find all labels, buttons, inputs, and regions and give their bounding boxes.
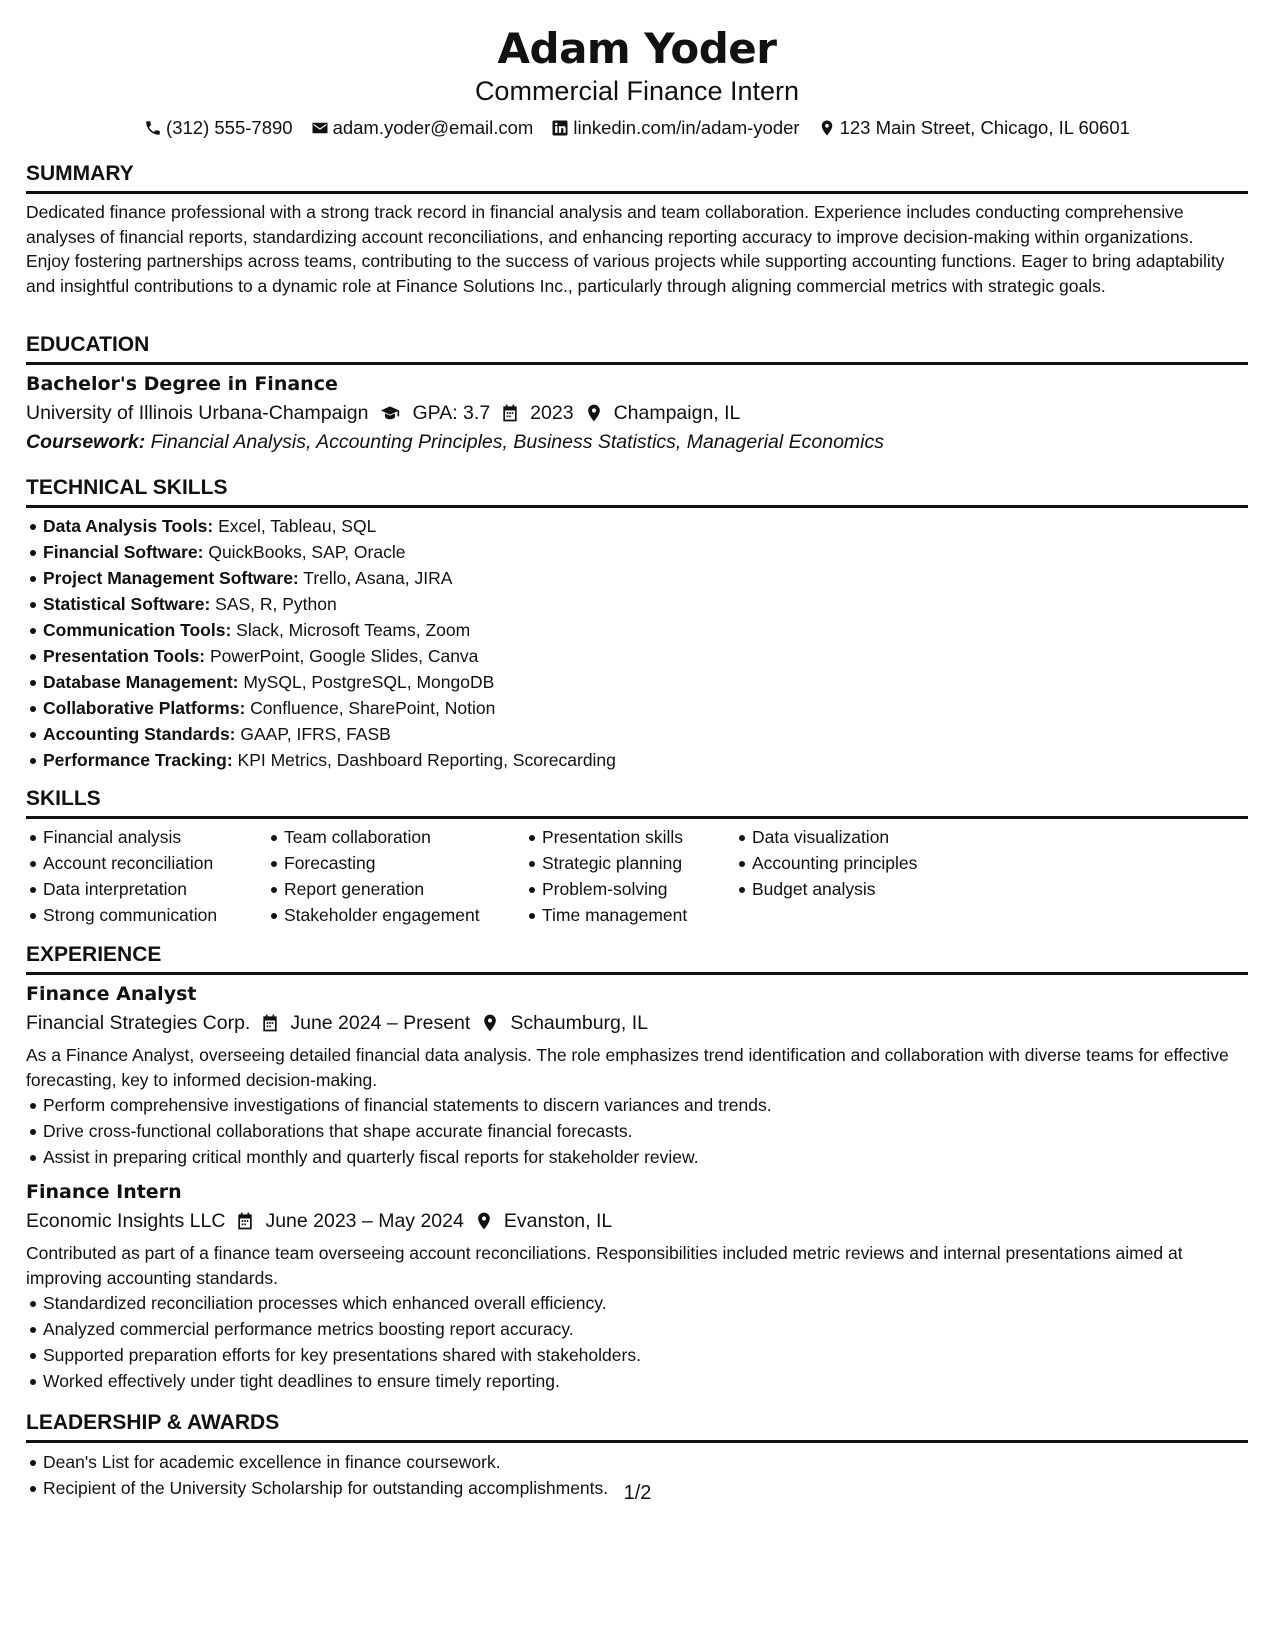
list-item: Forecasting — [284, 850, 525, 876]
technical-skills-list — [26, 513, 1248, 773]
skills-column — [26, 824, 267, 928]
job-location: Evanston, IL — [503, 1210, 613, 1232]
job-entry — [26, 1179, 1248, 1394]
candidate-name: Adam Yoder — [497, 24, 777, 73]
job-meta — [26, 1208, 1248, 1234]
company-name: Economic Insights LLC — [26, 1210, 226, 1232]
list-item: Presentation skills — [542, 824, 735, 850]
contact-phone — [144, 115, 293, 141]
technical-skills-heading: TECHNICAL SKILLS — [26, 475, 1248, 508]
list-item: Problem-solving — [542, 876, 735, 902]
phone-icon — [144, 119, 162, 137]
list-item: Perform comprehensive investigations of financial statements to discern variances and trends. — [43, 1092, 1248, 1118]
job-meta — [26, 1010, 1248, 1036]
list-item: Team collaboration — [284, 824, 525, 850]
linkedin-icon — [551, 119, 569, 137]
list-item: Standardized reconciliation processes which enhanced overall efficiency. — [43, 1290, 1248, 1316]
envelope-icon — [311, 119, 329, 137]
list-item: Account reconciliation — [43, 850, 267, 876]
skills-column — [525, 824, 735, 928]
school-name: University of Illinois Urbana-Champaign — [26, 402, 369, 424]
job-location: Schaumburg, IL — [510, 1012, 648, 1034]
education-meta — [26, 400, 1248, 426]
page-number: 1/2 — [623, 1482, 652, 1504]
experience-heading: EXPERIENCE — [26, 942, 1248, 975]
list-item: Statistical Software: SAS, R, Python — [43, 591, 1248, 617]
list-item: Project Management Software: Trello, Asana, JIRA — [43, 565, 1248, 591]
job-description: Contributed as part of a finance team overseeing account reconciliations. Responsibilities included metric reviews and internal presentations aimed at improving accounting standards. — [26, 1243, 1183, 1288]
list-item: Accounting principles — [752, 850, 1012, 876]
experience-section — [26, 942, 1248, 1394]
list-item: Presentation Tools: PowerPoint, Google Slides, Canva — [43, 643, 1248, 669]
list-item: Financial Software: QuickBooks, SAP, Oracle — [43, 539, 1248, 565]
list-item: Drive cross-functional collaborations that shape accurate financial forecasts. — [43, 1118, 1248, 1144]
contact-row — [26, 115, 1248, 141]
list-item: Data Analysis Tools: Excel, Tableau, SQL — [43, 513, 1248, 539]
skills-column — [735, 824, 1012, 928]
address-text: 123 Main Street, Chicago, IL 60601 — [839, 117, 1130, 138]
list-item: Recipient of the University Scholarship for outstanding accomplishments. — [43, 1475, 1248, 1501]
list-item: Financial analysis — [43, 824, 267, 850]
list-item: Assist in preparing critical monthly and quarterly fiscal reports for stakeholder review. — [43, 1144, 1248, 1170]
resume-page — [26, 0, 1248, 1498]
coursework-line — [26, 429, 1248, 455]
education-heading: EDUCATION — [26, 332, 1248, 365]
map-pin-icon — [474, 1211, 494, 1231]
list-item: Supported preparation efforts for key presentations shared with stakeholders. — [43, 1342, 1248, 1368]
gpa-text: GPA: 3.7 — [412, 402, 491, 424]
coursework-text: Financial Analysis, Accounting Principles, Business Statistics, Managerial Economics — [150, 431, 884, 453]
job-dates: June 2023 – May 2024 — [265, 1210, 464, 1232]
calendar-icon — [260, 1013, 280, 1033]
job-entry — [26, 981, 1248, 1170]
job-bullets — [26, 1092, 1248, 1170]
job-title: Finance Analyst — [26, 983, 197, 1005]
degree-title: Bachelor's Degree in Finance — [26, 373, 338, 395]
job-bullets — [26, 1290, 1248, 1394]
coursework-label: Coursework: — [26, 431, 146, 453]
list-item: Strong communication — [43, 902, 267, 928]
job-title: Finance Intern — [26, 1181, 182, 1203]
map-pin-icon — [584, 403, 604, 423]
skills-grid — [26, 824, 1248, 928]
map-pin-icon — [480, 1013, 500, 1033]
job-dates: June 2024 – Present — [290, 1012, 471, 1034]
candidate-title: Commercial Finance Intern — [474, 76, 800, 106]
contact-address — [818, 115, 1130, 141]
list-item: Dean's List for academic excellence in finance coursework. — [43, 1449, 1248, 1475]
summary-heading: SUMMARY — [26, 161, 1248, 194]
list-item: Database Management: MySQL, PostgreSQL, MongoDB — [43, 669, 1248, 695]
education-location: Champaign, IL — [613, 402, 741, 424]
list-item: Communication Tools: Slack, Microsoft Teams, Zoom — [43, 617, 1248, 643]
list-item: Time management — [542, 902, 735, 928]
phone-text: (312) 555-7890 — [166, 117, 293, 138]
list-item: Worked effectively under tight deadlines to ensure timely reporting. — [43, 1368, 1248, 1394]
calendar-icon — [235, 1211, 255, 1231]
list-item: Performance Tracking: KPI Metrics, Dashboard Reporting, Scorecarding — [43, 747, 1248, 773]
list-item: Budget analysis — [752, 876, 1012, 902]
map-pin-icon — [818, 119, 836, 137]
graduation-cap-icon — [378, 403, 402, 423]
contact-email — [311, 115, 534, 141]
skills-heading: SKILLS — [26, 786, 1248, 819]
skills-column — [267, 824, 525, 928]
list-item: Stakeholder engagement — [284, 902, 525, 928]
graduation-year: 2023 — [530, 402, 574, 424]
list-item: Strategic planning — [542, 850, 735, 876]
list-item: Accounting Standards: GAAP, IFRS, FASB — [43, 721, 1248, 747]
summary-section — [26, 161, 1248, 298]
leadership-heading: LEADERSHIP & AWARDS — [26, 1410, 1248, 1443]
list-item: Report generation — [284, 876, 525, 902]
company-name: Financial Strategies Corp. — [26, 1012, 251, 1034]
list-item: Data interpretation — [43, 876, 267, 902]
education-section — [26, 332, 1248, 455]
list-item: Collaborative Platforms: Confluence, SharePoint, Notion — [43, 695, 1248, 721]
contact-linkedin — [551, 115, 799, 141]
summary-text: Dedicated finance professional with a strong track record in financial analysis and team collaboration. Experience includes conducting comprehensive analyses of financial reports, standardizing account reconciliations, and enhancing reporting accuracy to improve decision-making within organizations. Enjoy fostering partnerships across teams, contributing to the success of various projects while supporting accounting functions. Eager to bring adaptability and insightful contributions to a dynamic role at Finance Solutions Inc., particularly through aligning commercial metrics with strategic goals. — [26, 202, 1225, 296]
technical-skills-section — [26, 475, 1248, 773]
list-item: Data visualization — [752, 824, 1012, 850]
job-description: As a Finance Analyst, overseeing detailed financial data analysis. The role emphasizes trend identification and collaboration with diverse teams for effective forecasting, key to informed decision-making. — [26, 1045, 1229, 1090]
linkedin-text[interactable]: linkedin.com/in/adam-yoder — [573, 117, 800, 138]
skills-section — [26, 786, 1248, 928]
list-item: Analyzed commercial performance metrics boosting report accuracy. — [43, 1316, 1248, 1342]
resume-header — [26, 0, 1248, 141]
email-text[interactable]: adam.yoder@email.com — [332, 117, 534, 138]
calendar-icon — [500, 403, 520, 423]
